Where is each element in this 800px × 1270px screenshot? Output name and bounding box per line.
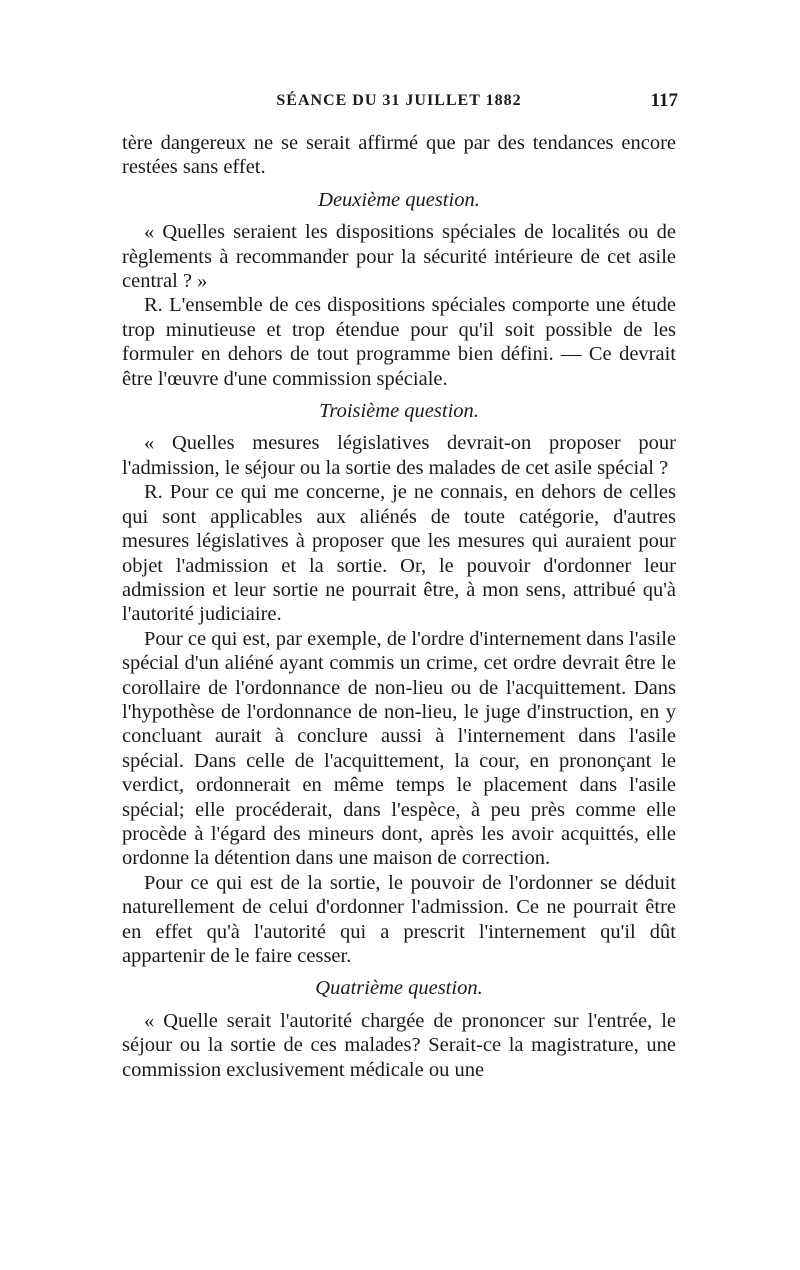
paragraph: R. L'ensemble de ces dispositions spéciales comporte une étude trop minutieuse et trop étendue pour qu'il soit possible de les formuler en dehors de tout programme bien défini. — Ce devrait être l'œuvre d'une commission spéciale.	[122, 294, 676, 390]
page-header	[120, 92, 678, 116]
paragraph: « Quelle serait l'autorité chargée de prononcer sur l'entrée, le séjour ou la sortie de ces malades? Serait-ce la magistrature, une commission exclusivement médicale ou une	[122, 1009, 676, 1081]
section-heading: Troisième question.	[319, 400, 479, 423]
page-number: 117	[650, 90, 678, 111]
paragraph: Pour ce qui est de la sortie, le pouvoir de l'ordonner se déduit naturellement de celui d'ordonner l'admission. Ce ne pourrait être en effet qu'à l'autorité qui a prescrit l'internement qu'il dût appartenir de le faire cesser.	[122, 871, 676, 967]
body-text	[122, 131, 676, 1082]
paragraph: R. Pour ce qui me concerne, je ne connais, en dehors de celles qui sont applicables aux aliénés de toute catégorie, d'autres mesures législatives à proposer que les mesures qui auraient pour objet l'admission et la sortie. Or, le pouvoir d'ordonner leur admission et leur sortie ne pourrait être, à mon sens, attribué qu'à l'autorité judiciaire.	[122, 481, 676, 626]
section-heading: Deuxième question.	[318, 188, 480, 211]
running-head: SÉANCE DU 31 JUILLET 1882	[276, 92, 522, 109]
paragraph: « Quelles seraient les dispositions spéciales de localités ou de règlements à recommander pour la sécurité intérieure de cet asile central ? »	[122, 221, 676, 293]
section-heading: Quatrième question.	[315, 977, 483, 1000]
paragraph: « Quelles mesures législatives devrait-on proposer pour l'admission, le séjour ou la sortie des malades de cet asile spécial ?	[122, 432, 676, 479]
paragraph: Pour ce qui est, par exemple, de l'ordre d'internement dans l'asile spécial d'un aliéné ayant commis un crime, cet ordre devrait être le corollaire de l'ordonnance de non-lieu ou de l'acquittement. Dans l'hypothèse de l'ordonnance de non-lieu, le juge d'instruction, en y concluant aurait à conclure aussi à l'internement dans l'asile spécial. Dans celle de l'acquittement, la cour, en prononçant le verdict, ordonnerait en même temps le placement dans l'asile spécial; elle procéderait, dans l'espèce, à peu près comme elle procède à l'égard des mineurs dont, après les avoir acquittés, elle ordonne la détention dans une maison de correction.	[122, 627, 676, 870]
paragraph: tère dangereux ne se serait affirmé que par des tendances encore restées sans effet.	[122, 132, 676, 179]
